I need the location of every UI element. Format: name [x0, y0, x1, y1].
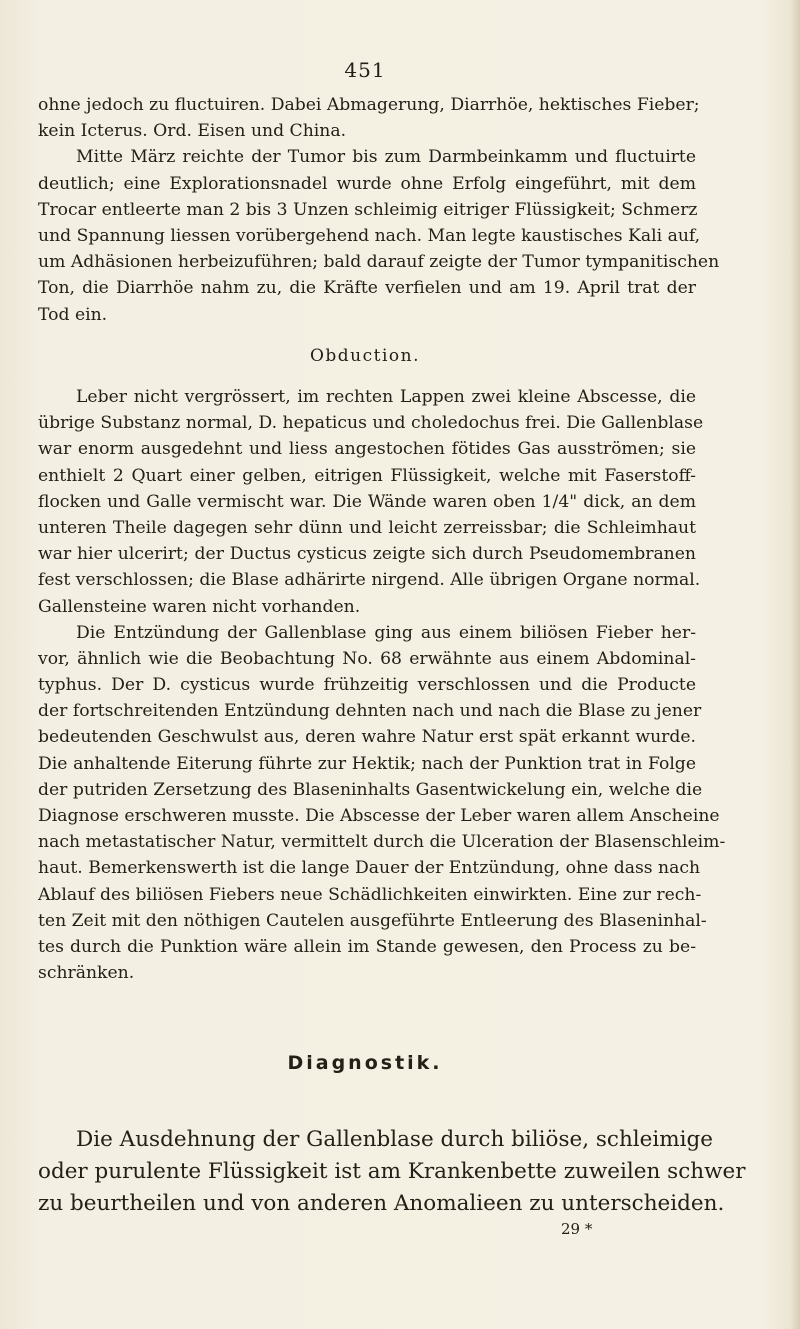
text-line: übrige Substanz normal, D. hepaticus und choledochus frei. Die Gallenblase: [38, 413, 704, 434]
text-line: Leber nicht vergrössert, im rechten Lappen zwei kleine Abscesse, die: [76, 387, 696, 407]
page-edge-shadow: [790, 0, 800, 1329]
obduction-heading: Obduction.: [309, 346, 421, 366]
text-line: Diagnose erschweren musste. Die Abscesse der Leber waren allem Anscheine: [38, 806, 720, 826]
text-line: Gallensteine waren nicht vorhanden.: [38, 596, 361, 617]
printer-signature: 29 *: [561, 1220, 593, 1238]
text-line: Die anhaltende Eiterung führte zur Hektik; nach der Punktion trat in Folge: [38, 753, 696, 774]
text-line: oder purulente Flüssigkeit ist am Krankenbette zuweilen schwer: [38, 1159, 746, 1184]
text-line: der putriden Zersetzung des Blaseninhalts Gasentwickelung ein, welche die: [38, 779, 703, 800]
text-line: typhus. Der D. cysticus wurde frühzeitig verschlossen und die Producte: [38, 675, 696, 696]
text-line: flocken und Galle vermischt war. Die Wände waren oben 1/4" dick, an dem: [38, 491, 696, 512]
text-line: um Adhäsionen herbeizuführen; bald darauf zeigte der Tumor tympanitischen: [38, 252, 720, 273]
diagnostik-paragraph: [38, 1124, 746, 1220]
text-line: der fortschreitenden Entzündung dehnten nach und nach die Blase zu jener: [38, 701, 702, 722]
text-line: Tod ein.: [38, 304, 108, 325]
text-line: tes durch die Punktion wäre allein im Stande gewesen, den Process zu be-: [38, 936, 696, 957]
text-line: kein Icterus. Ord. Eisen und China.: [38, 121, 347, 142]
text-line: war enorm ausgedehnt und liess angestochen fötides Gas ausströmen; sie: [38, 439, 696, 460]
text-line: Ablauf des biliösen Fiebers neue Schädlichkeiten einwirkten. Eine zur rech-: [38, 884, 702, 905]
page-number: 451: [344, 58, 386, 82]
text-line: nach metastatischer Natur, vermittelt durch die Ulceration der Blasenschleim-: [38, 832, 726, 853]
text-line: zu beurtheilen und von anderen Anomalieen zu unterscheiden.: [38, 1191, 725, 1216]
text-line: vor, ähnlich wie die Beobachtung No. 68 erwähnte aus einem Abdominal-: [38, 648, 696, 669]
text-line: bedeutenden Geschwulst aus, deren wahre Natur erst spät erkannt wurde.: [38, 727, 696, 748]
text-line: Mitte März reichte der Tumor bis zum Darmbeinkamm und fluctuirte: [76, 147, 696, 168]
text-line: schränken.: [38, 963, 135, 984]
text-line: Die Ausdehnung der Gallenblase durch biliöse, schleimige: [76, 1127, 714, 1152]
diagnostik-heading: Diagnostik.: [287, 1052, 443, 1074]
text-line: fest verschlossen; die Blase adhärirte nirgend. Alle übrigen Organe normal.: [38, 570, 701, 591]
text-line: Trocar entleerte man 2 bis 3 Unzen schleimig eitriger Flüssigkeit; Schmerz: [38, 199, 698, 220]
text-line: und Spannung liessen vorübergehend nach. Man legte kaustisches Kali auf,: [38, 225, 701, 246]
intro-paragraphs: [38, 92, 720, 328]
text-line: haut. Bemerkenswerth ist die lange Dauer der Entzündung, ohne dass nach: [38, 858, 701, 879]
text-line: Die Entzündung der Gallenblase ging aus einem biliösen Fieber her-: [76, 622, 696, 643]
text-line: ohne jedoch zu fluctuiren. Dabei Abmagerung, Diarrhöe, hektisches Fieber;: [38, 95, 700, 115]
obduction-paragraphs: [38, 384, 726, 986]
text-line: deutlich; eine Explorationsnadel wurde ohne Erfolg eingeführt, mit dem: [38, 173, 696, 194]
text-line: Ton, die Diarrhöe nahm zu, die Kräfte verfielen und am 19. April trat der: [38, 278, 696, 299]
text-line: enthielt 2 Quart einer gelben, eitrigen Flüssigkeit, welche mit Faserstoff-: [38, 465, 696, 486]
text-line: war hier ulcerirt; der Ductus cysticus zeigte sich durch Pseudomembranen: [38, 544, 696, 565]
text-line: ten Zeit mit den nöthigen Cautelen ausgeführte Entleerung des Blaseninhal-: [38, 910, 707, 931]
text-line: unteren Theile dagegen sehr dünn und leicht zerreissbar; die Schleimhaut: [38, 517, 696, 538]
